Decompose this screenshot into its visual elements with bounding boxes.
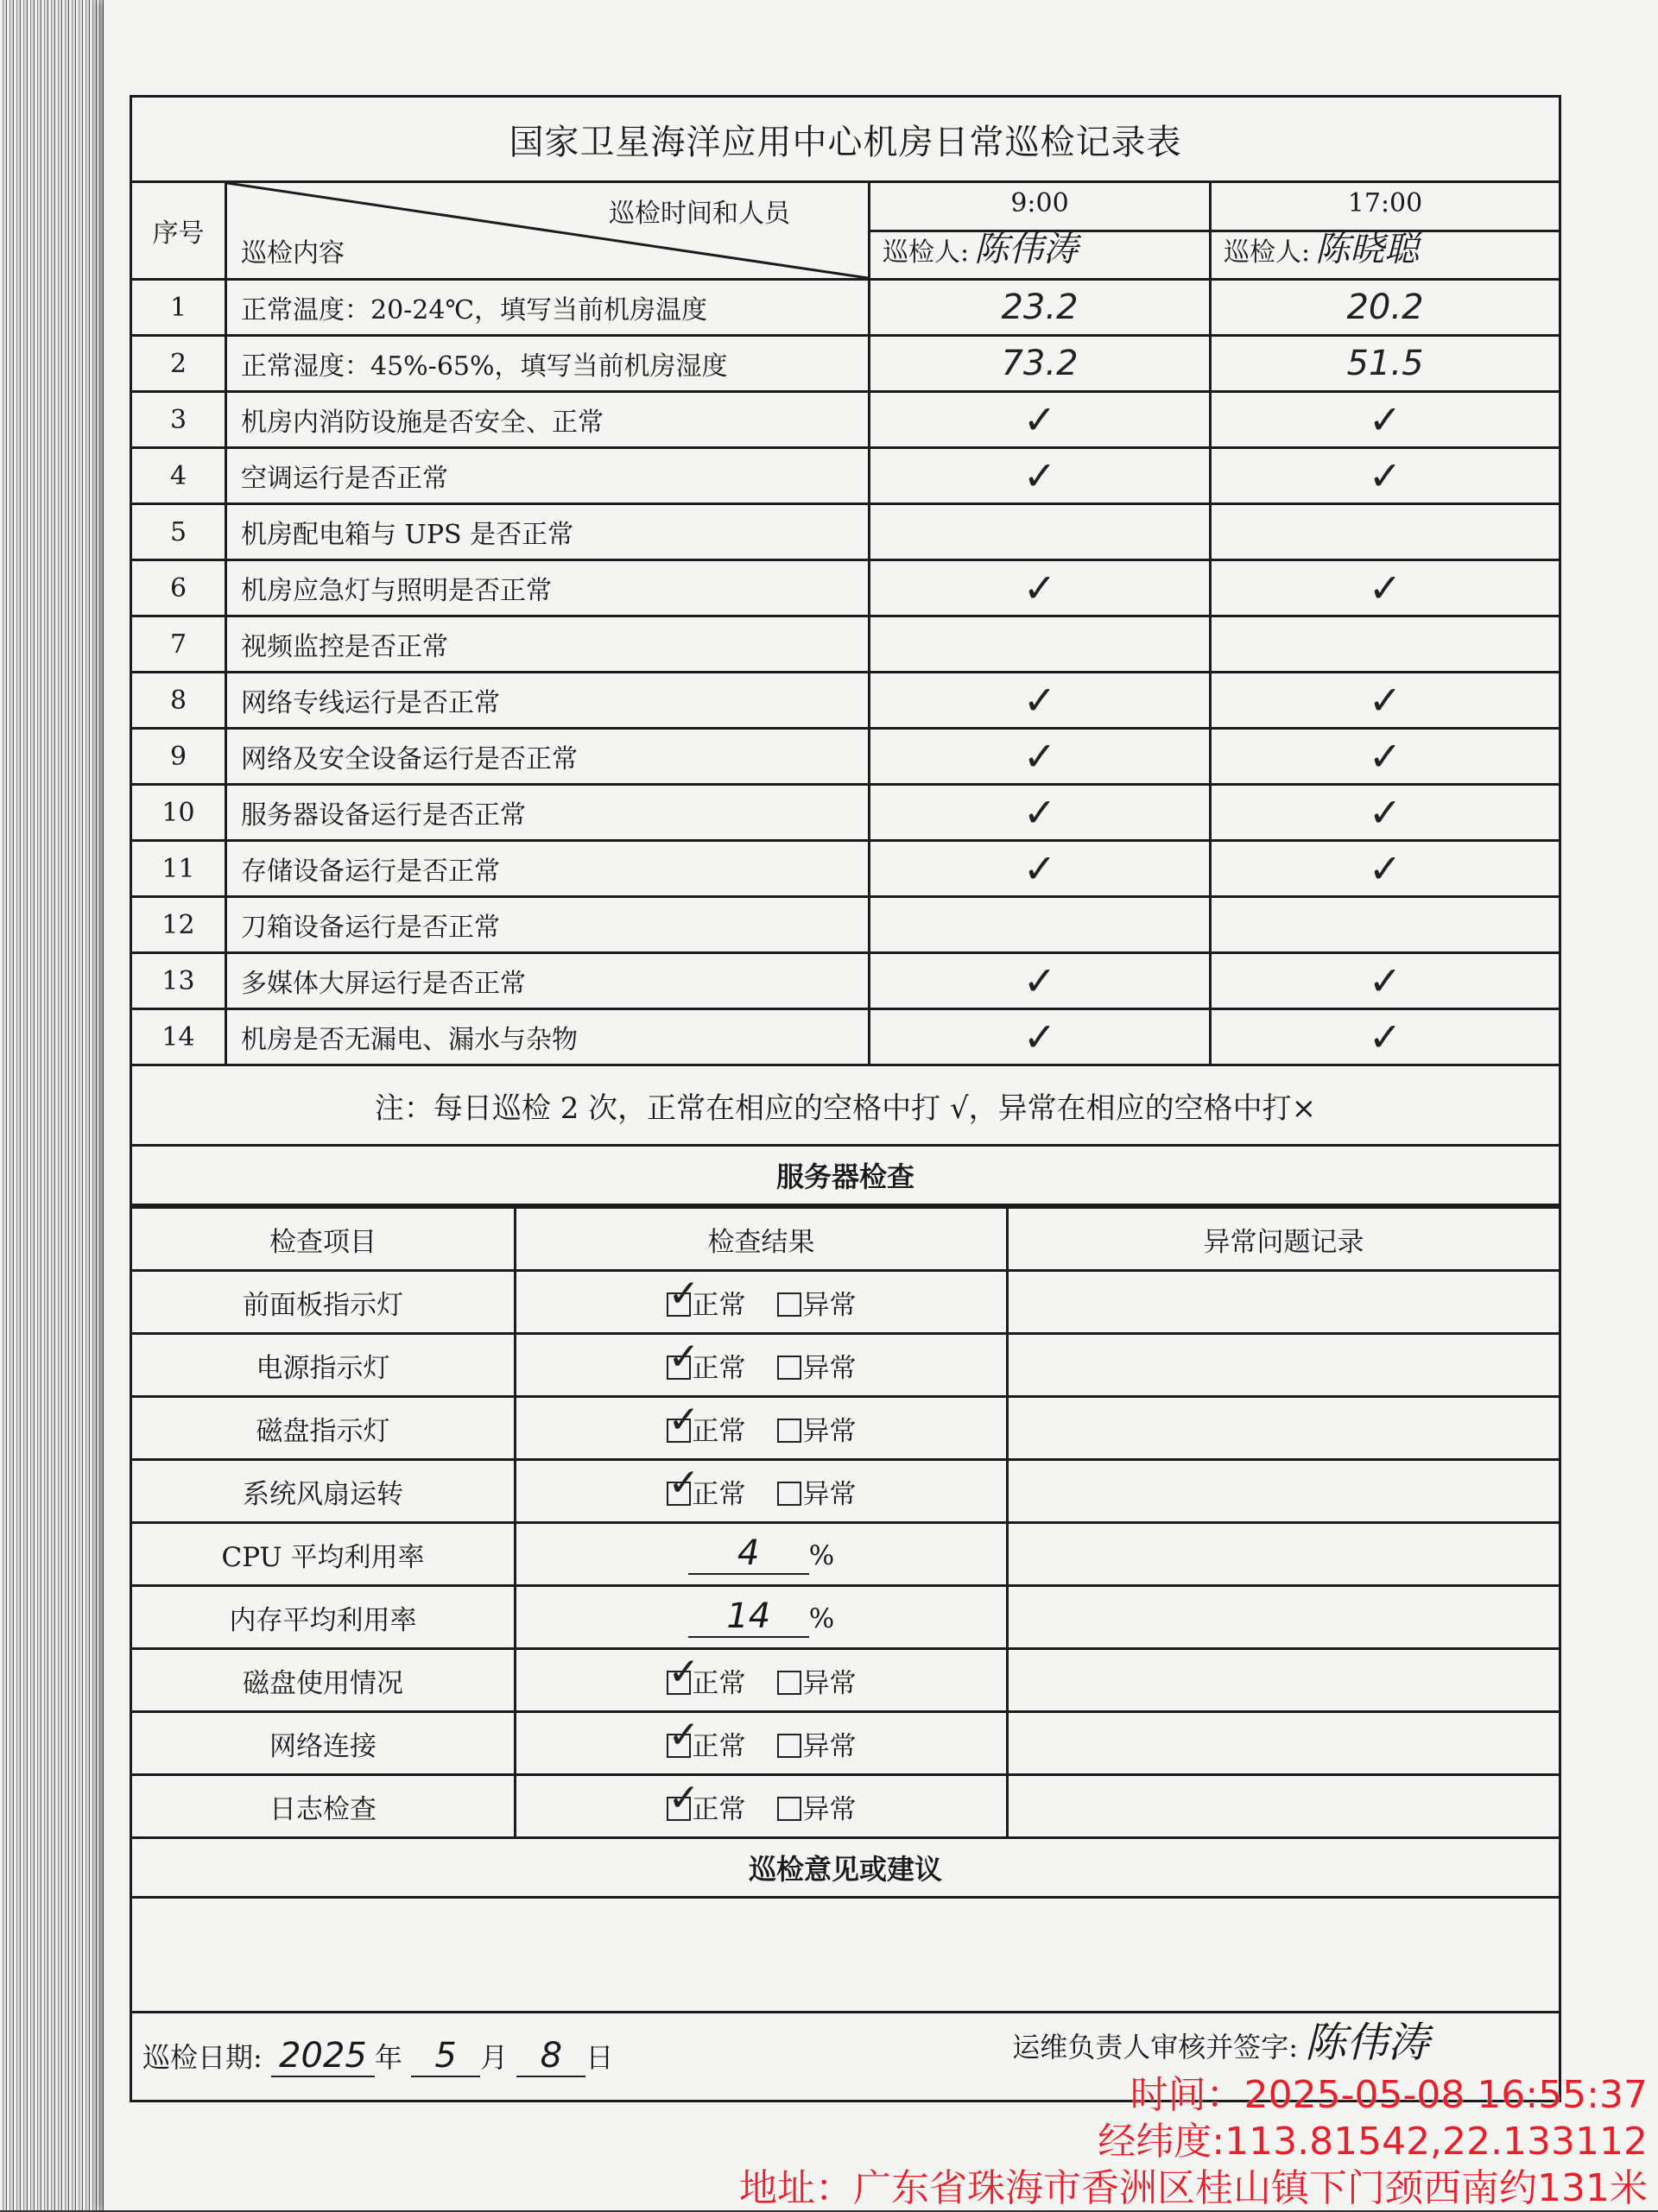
normal-checkbox (667, 1292, 691, 1317)
row-content: 刀箱设备运行是否正常 (226, 897, 870, 953)
server-result (516, 1775, 1008, 1838)
server-issue (1008, 1649, 1560, 1712)
normal-label: 正常 (692, 1415, 746, 1447)
normal-checkbox (667, 1419, 691, 1443)
server-row (131, 1523, 1560, 1586)
col-item-header: 检查项目 (131, 1208, 516, 1271)
watermark-address: 地址：广东省珠海市香洲区桂山镇下门颈西南约131米 (739, 2166, 1648, 2210)
day-unit: 日 (585, 2041, 614, 2074)
row-number: 8 (131, 673, 226, 729)
row-result-pm: ✓ (1211, 1009, 1560, 1065)
server-item: 系统风扇运转 (131, 1460, 516, 1523)
year-unit: 年 (374, 2041, 402, 2074)
row-number: 6 (131, 560, 226, 616)
row-result-am: ✓ (870, 560, 1211, 616)
inspection-form (130, 95, 1559, 2076)
row-number: 12 (131, 897, 226, 953)
inspection-items (131, 280, 1560, 1065)
normal-checkbox (667, 1356, 691, 1380)
normal-option (667, 1353, 746, 1384)
abnormal-checkbox (777, 1356, 801, 1380)
row-result-pm: ✓ (1211, 560, 1560, 616)
server-item: 内存平均利用率 (131, 1586, 516, 1649)
row-result-am: ✓ (870, 785, 1211, 841)
row-content: 存储设备运行是否正常 (226, 841, 870, 897)
row-result-am: ✓ (870, 953, 1211, 1009)
abnormal-label: 异常 (802, 1352, 857, 1384)
inspection-row (131, 336, 1560, 392)
abnormal-label: 异常 (802, 1289, 857, 1321)
server-result (516, 1460, 1008, 1523)
row-content: 正常湿度：45%-65%，填写当前机房湿度 (226, 336, 870, 392)
row-result-am: ✓ (870, 392, 1211, 448)
row-number: 5 (131, 504, 226, 560)
server-item: 磁盘使用情况 (131, 1649, 516, 1712)
inspector-label: 巡检人: (1224, 237, 1311, 268)
row-content: 视频监控是否正常 (226, 616, 870, 673)
inspector-am (883, 222, 1078, 271)
abnormal-label: 异常 (802, 1415, 857, 1447)
row-content: 服务器设备运行是否正常 (226, 785, 870, 841)
row-result-am: ✓ (870, 729, 1211, 785)
abnormal-checkbox (777, 1797, 801, 1821)
inspection-date (142, 2036, 613, 2077)
percent-value: 4 (688, 1533, 809, 1575)
abnormal-label: 异常 (802, 1793, 857, 1825)
server-result (516, 1586, 1008, 1649)
inspection-table (130, 95, 1561, 1206)
diag-bottom-label: 巡检内容 (241, 238, 345, 269)
row-number: 10 (131, 785, 226, 841)
normal-label: 正常 (692, 1289, 746, 1321)
server-item: CPU 平均利用率 (131, 1523, 516, 1586)
row-content: 空调运行是否正常 (226, 448, 870, 504)
row-number: 3 (131, 392, 226, 448)
row-result-pm: ✓ (1211, 392, 1560, 448)
server-item: 电源指示灯 (131, 1334, 516, 1397)
server-issue (1008, 1397, 1560, 1460)
row-result-pm: ✓ (1211, 448, 1560, 504)
photo-watermark (739, 2072, 1648, 2212)
row-result-am: ✓ (870, 448, 1211, 504)
normal-checkbox (667, 1734, 691, 1758)
watermark-time: 时间：2025-05-08 16:55:37 (1130, 2073, 1648, 2117)
seq-header: 序号 (131, 182, 226, 280)
normal-label: 正常 (692, 1730, 746, 1762)
server-item: 前面板指示灯 (131, 1271, 516, 1334)
date-year: 2025 (271, 2036, 375, 2077)
server-issue (1008, 1523, 1560, 1586)
normal-option (667, 1290, 746, 1321)
approver-signature: 陈伟涛 (1304, 2019, 1429, 2067)
row-content: 机房是否无漏电、漏水与杂物 (226, 1009, 870, 1065)
server-issue (1008, 1460, 1560, 1523)
row-result-am: ✓ (870, 841, 1211, 897)
abnormal-option (777, 1290, 857, 1321)
row-result-am (870, 897, 1211, 953)
abnormal-checkbox (777, 1419, 801, 1443)
inspection-row (131, 729, 1560, 785)
row-number: 2 (131, 336, 226, 392)
server-section-title: 服务器检查 (131, 1146, 1560, 1205)
abnormal-option (777, 1794, 857, 1825)
form-title: 国家卫星海洋应用中心机房日常巡检记录表 (131, 97, 1560, 182)
inspection-row (131, 841, 1560, 897)
abnormal-checkbox (777, 1671, 801, 1695)
server-result (516, 1397, 1008, 1460)
date-month: 5 (411, 2036, 480, 2077)
date-day: 8 (516, 2036, 585, 2077)
percent-sign: % (808, 1603, 835, 1634)
server-row (131, 1586, 1560, 1649)
row-content: 机房配电箱与 UPS 是否正常 (226, 504, 870, 560)
abnormal-label: 异常 (802, 1667, 857, 1699)
diag-top-label: 巡检时间和人员 (609, 199, 790, 229)
server-issue (1008, 1334, 1560, 1397)
server-row (131, 1397, 1560, 1460)
month-unit: 月 (480, 2041, 509, 2074)
row-content: 网络专线运行是否正常 (226, 673, 870, 729)
normal-checkbox (667, 1482, 691, 1506)
date-label: 巡检日期: (142, 2041, 263, 2074)
opinion-title: 巡检意见或建议 (131, 1838, 1560, 1898)
col-issue-header: 异常问题记录 (1008, 1208, 1560, 1271)
server-row (131, 1271, 1560, 1334)
normal-option (667, 1668, 746, 1699)
inspection-row (131, 448, 1560, 504)
server-row (131, 1334, 1560, 1397)
server-item: 网络连接 (131, 1712, 516, 1775)
server-row (131, 1775, 1560, 1838)
normal-option (667, 1731, 746, 1762)
row-result-pm: ✓ (1211, 729, 1560, 785)
row-result-am (870, 504, 1211, 560)
opinion-body (131, 1898, 1560, 2013)
normal-option (667, 1416, 746, 1447)
abnormal-option (777, 1731, 857, 1762)
abnormal-option (777, 1479, 857, 1510)
server-check-table (130, 1206, 1561, 2102)
server-result (516, 1649, 1008, 1712)
server-issue (1008, 1586, 1560, 1649)
server-result (516, 1334, 1008, 1397)
server-result (516, 1712, 1008, 1775)
approval (1012, 2009, 1429, 2069)
abnormal-label: 异常 (802, 1478, 857, 1510)
server-row (131, 1649, 1560, 1712)
row-number: 1 (131, 280, 226, 336)
time-am: 9:00 (870, 188, 1209, 232)
server-issue (1008, 1712, 1560, 1775)
percent-sign: % (808, 1540, 835, 1571)
inspection-row (131, 897, 1560, 953)
server-result (516, 1523, 1008, 1586)
inspector-signature-am: 陈伟涛 (974, 230, 1079, 269)
server-rows (131, 1271, 1560, 1838)
server-issue (1008, 1271, 1560, 1334)
normal-label: 正常 (692, 1478, 746, 1510)
inspection-row (131, 1009, 1560, 1065)
normal-label: 正常 (692, 1793, 746, 1825)
server-result (516, 1271, 1008, 1334)
row-number: 4 (131, 448, 226, 504)
inspection-row (131, 953, 1560, 1009)
inspection-row (131, 616, 1560, 673)
inspection-row (131, 673, 1560, 729)
inspection-row (131, 560, 1560, 616)
row-content: 网络及安全设备运行是否正常 (226, 729, 870, 785)
row-result-pm: ✓ (1211, 953, 1560, 1009)
inspector-label: 巡检人: (883, 237, 970, 268)
inspection-row (131, 785, 1560, 841)
row-result-am: 73.2 (870, 336, 1211, 392)
row-result-pm (1211, 897, 1560, 953)
row-content: 机房应急灯与照明是否正常 (226, 560, 870, 616)
normal-label: 正常 (692, 1352, 746, 1384)
row-number: 14 (131, 1009, 226, 1065)
abnormal-option (777, 1668, 857, 1699)
row-result-pm: ✓ (1211, 673, 1560, 729)
diagonal-header (226, 182, 870, 280)
server-row (131, 1460, 1560, 1523)
row-result-am: 23.2 (870, 280, 1211, 336)
row-result-pm (1211, 616, 1560, 673)
time-slot-am (870, 182, 1211, 280)
row-result-pm: ✓ (1211, 785, 1560, 841)
row-result-pm: 51.5 (1211, 336, 1560, 392)
inspection-row (131, 392, 1560, 448)
abnormal-label: 异常 (802, 1730, 857, 1762)
row-result-am: ✓ (870, 1009, 1211, 1065)
sign-label: 运维负责人审核并签字: (1012, 2031, 1298, 2063)
document-page (104, 0, 1658, 2210)
server-row (131, 1712, 1560, 1775)
server-item: 日志检查 (131, 1775, 516, 1838)
row-number: 13 (131, 953, 226, 1009)
time-slot-pm (1211, 182, 1560, 280)
row-content: 多媒体大屏运行是否正常 (226, 953, 870, 1009)
note: 注：每日巡检 2 次，正常在相应的空格中打 √，异常在相应的空格中打× (131, 1065, 1560, 1146)
row-result-am: ✓ (870, 673, 1211, 729)
row-content: 正常温度：20-24℃，填写当前机房温度 (226, 280, 870, 336)
inspection-row (131, 504, 1560, 560)
normal-checkbox (667, 1797, 691, 1821)
abnormal-option (777, 1353, 857, 1384)
row-number: 7 (131, 616, 226, 673)
row-result-am (870, 616, 1211, 673)
abnormal-checkbox (777, 1292, 801, 1317)
normal-option (667, 1479, 746, 1510)
row-number: 11 (131, 841, 226, 897)
row-result-pm: ✓ (1211, 841, 1560, 897)
row-result-pm: 20.2 (1211, 280, 1560, 336)
abnormal-checkbox (777, 1734, 801, 1758)
time-pm: 17:00 (1212, 188, 1559, 232)
inspector-pm (1224, 222, 1419, 271)
inspection-row (131, 280, 1560, 336)
normal-label: 正常 (692, 1667, 746, 1699)
row-number: 9 (131, 729, 226, 785)
row-content: 机房内消防设施是否安全、正常 (226, 392, 870, 448)
watermark-coords: 经纬度:113.81542,22.133112 (1098, 2120, 1648, 2164)
normal-checkbox (667, 1671, 691, 1695)
abnormal-checkbox (777, 1482, 801, 1506)
server-issue (1008, 1775, 1560, 1838)
normal-option (667, 1794, 746, 1825)
inspector-signature-pm: 陈晓聪 (1315, 230, 1420, 269)
abnormal-option (777, 1416, 857, 1447)
server-item: 磁盘指示灯 (131, 1397, 516, 1460)
percent-value: 14 (688, 1596, 809, 1638)
col-result-header: 检查结果 (516, 1208, 1008, 1271)
row-result-pm (1211, 504, 1560, 560)
